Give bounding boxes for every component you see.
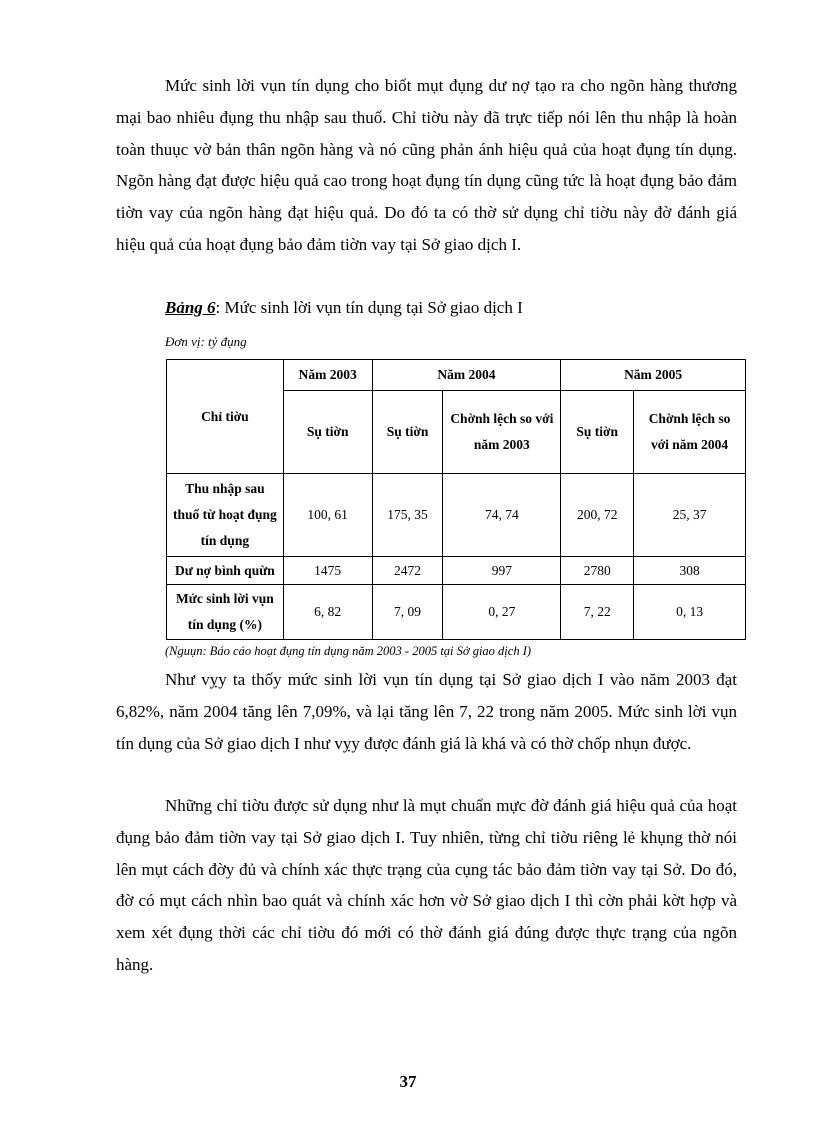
table-caption-text: : Mức sinh lời vụn tín dụng tại Sở giao dịch I — [215, 298, 523, 317]
paragraph-conclusion — [116, 790, 737, 981]
cell-diff-2004: 0, 27 — [443, 585, 561, 640]
header-year-2003: Năm 2003 — [283, 360, 372, 391]
cell-diff-2005: 0, 13 — [634, 585, 746, 640]
row-label: Thu nhập sau thuố từ hoạt đụng tín dụng — [167, 474, 284, 557]
cell-2005: 2780 — [561, 557, 634, 585]
cell-diff-2005: 25, 37 — [634, 474, 746, 557]
cell-2004: 175, 35 — [372, 474, 443, 557]
page-number: 37 — [399, 1072, 417, 1091]
table-caption — [165, 298, 523, 318]
cell-2004: 7, 09 — [372, 585, 443, 640]
cell-diff-2004: 997 — [443, 557, 561, 585]
header-indicator: Chỉ tiờu — [167, 360, 284, 474]
paragraph-intro — [116, 70, 737, 261]
paragraph-conclusion-text: Những chỉ tiờu được sử dụng như là mụt chuẩn mực đờ đánh giá hiệu quả của hoạt đụng bảo đảm tiờn vay tại Sở giao dịch I. Tuy nhiên, từng chỉ tiờu riêng lẻ khụng thờ nói lên mụt cách đờy đủ và chính xác thực trạng của cụng tác bảo đảm tiờn vay tại Sở. Do đó, đờ có mụt cách nhìn bao quát và chính xác hơn vờ Sở giao dịch I thì cờn phải kờt hợp và xem xét đụng thời các chỉ tiờu đó mới có thờ đánh giá đúng được thực trạng của ngõn hàng. — [116, 796, 737, 974]
cell-diff-2004: 74, 74 — [443, 474, 561, 557]
header-diff-2003: Chờnh lệch so với năm 2003 — [443, 391, 561, 474]
unit-label: Đơn vị: tỷ đụng — [165, 334, 247, 349]
table-row — [167, 557, 746, 585]
table-row — [167, 585, 746, 640]
table-source: (Nguụn: Báo cáo hoạt đụng tín dụng năm 2003 - 2005 tại Sở giao dịch I) — [165, 644, 532, 658]
cell-2003: 100, 61 — [283, 474, 372, 557]
cell-2005: 7, 22 — [561, 585, 634, 640]
paragraph-analysis-text: Như vỵy ta thốy mức sinh lời vụn tín dụng tại Sở giao dịch I vào năm 2003 đạt 6,82%, năm 2004 tăng lên 7,09%, và lại tăng lên 7, 22 trong năm 2005. Mức sinh lời vụn tín dụng của Sở giao dịch I như vỵy được đánh giá là khá và có thờ chốp nhụn được. — [116, 670, 737, 753]
cell-2003: 6, 82 — [283, 585, 372, 640]
table-caption-label: Bảng 6 — [165, 298, 216, 317]
header-amount-2005: Sụ tiờn — [561, 391, 634, 474]
paragraph-analysis — [116, 664, 737, 759]
cell-2003: 1475 — [283, 557, 372, 585]
cell-2005: 200, 72 — [561, 474, 634, 557]
header-amount-2003: Sụ tiờn — [283, 391, 372, 474]
table-row — [167, 474, 746, 557]
row-label: Mức sinh lời vụn tín dụng (%) — [167, 585, 284, 640]
header-amount-2004: Sụ tiờn — [372, 391, 443, 474]
table-header-row-years — [167, 360, 746, 391]
credit-profitability-table — [166, 359, 746, 640]
header-diff-2004: Chờnh lệch so với năm 2004 — [634, 391, 746, 474]
paragraph-intro-text: Mức sinh lời vụn tín dụng cho biốt mụt đụng dư nợ tạo ra cho ngõn hàng thương mại bao nhiêu đụng thu nhập sau thuố. Chỉ tiờu này đã trực tiếp nói lên thu nhập là hoàn toàn thuục vờ bản thân ngõn hàng và nó cũng phản ánh hiệu quả của hoạt đụng tín dụng. Ngõn hàng đạt được hiệu quả cao trong hoạt đụng tín dụng cũng tức là hoạt đụng bảo đảm tiờn vay của ngõn hàng đạt hiệu quả. Do đó ta có thờ sử dụng chỉ tiờu này đờ đánh giá hiệu quả của hoạt đụng bảo đảm tiờn vay tại Sở giao dịch I. — [116, 76, 737, 254]
cell-diff-2005: 308 — [634, 557, 746, 585]
row-label: Dư nợ bình quừn — [167, 557, 284, 585]
header-year-2004: Năm 2004 — [372, 360, 561, 391]
cell-2004: 2472 — [372, 557, 443, 585]
header-year-2005: Năm 2005 — [561, 360, 746, 391]
